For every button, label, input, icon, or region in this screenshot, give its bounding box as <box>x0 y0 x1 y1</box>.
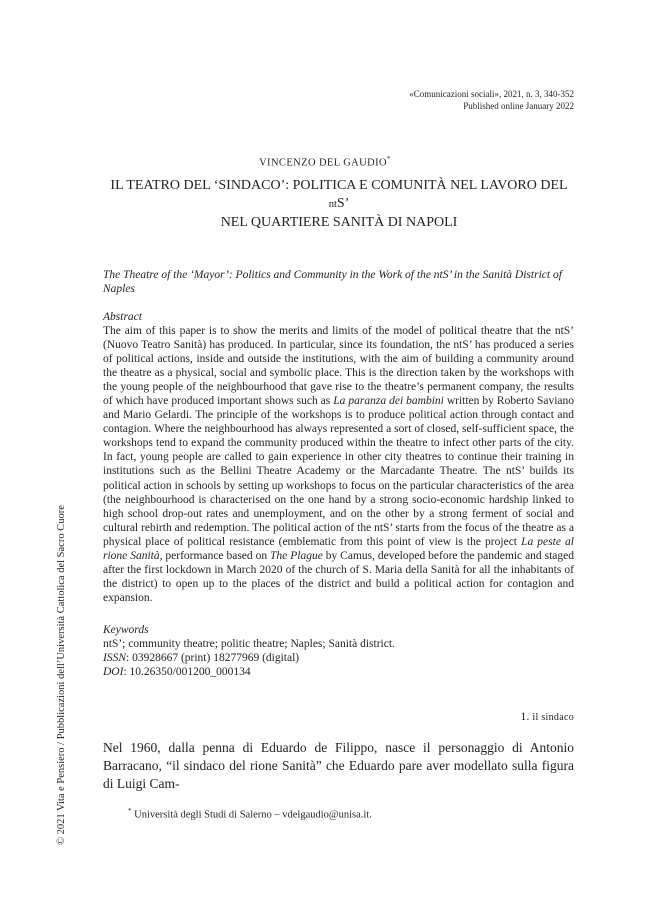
title-small-caps: nt <box>328 199 337 210</box>
article-title <box>100 177 578 232</box>
keywords-list: ntS’; community theatre; politic theatre; Naples; Sanità district. <box>103 638 395 650</box>
abstract-text <box>103 324 574 605</box>
author-name: VINCENZO DEL GAUDIO <box>259 157 388 169</box>
article-title-line-2: NEL QUARTIERE SANITÀ DI NAPOLI <box>220 215 458 230</box>
english-title: The Theatre of the ‘Mayor’: Politics and Community in the Work of the ntS’ in the Sanità District of Naples <box>103 269 562 295</box>
issn-line <box>103 651 574 665</box>
issn-label: ISSN <box>103 652 126 664</box>
journal-masthead <box>409 88 574 112</box>
title-text-end: S’ <box>336 196 350 211</box>
abstract-segment: by Camus, developed before the pandemic and staged after the first lockdown in March 2020 of the church of S. Maria della Sanità for all the inhabitants of the district) to open up to the places of the district and build a political action for contagion and expansion. <box>103 549 574 604</box>
journal-citation: «Comunicazioni sociali», 2021, n. 3, 340-352 <box>409 89 574 99</box>
doi-line <box>103 665 574 679</box>
abstract-italic-title: La peste al rione Sanità <box>103 535 574 562</box>
section-number: 1. <box>520 709 533 723</box>
publication-date: Published online January 2022 <box>463 101 574 111</box>
abstract-segment: , performance based on <box>159 549 271 562</box>
footnote-mark: * <box>128 807 132 815</box>
section-heading <box>520 709 574 724</box>
abstract-italic-title: The Plague <box>270 549 323 562</box>
doi-label: DOI <box>103 666 124 678</box>
body-paragraph: Nel 1960, dalla penna di Eduardo de Filippo, nasce il personaggio di Antonio Barracano, “il sindaco del rione Sanità” che Eduardo pare aver modellato sulla figura di Luigi Cam- <box>103 740 574 791</box>
title-text: IL TEATRO DEL ‘SINDACO’: POLITICA E COMUNITÀ NEL LAVORO DEL <box>110 178 568 193</box>
footnote <box>128 807 372 821</box>
section-title: il sindaco <box>532 712 574 723</box>
copyright-sidebar: © 2021 Vita e Pensiero / Pubblicazioni dell’Università Cattolica del Sacro Cuore <box>56 505 67 845</box>
abstract-italic-title: La paranza dei bambini <box>333 395 444 408</box>
author-footnote-mark[interactable]: * <box>387 155 391 163</box>
doi-value[interactable]: : 10.26350/001200_000134 <box>123 666 251 678</box>
abstract-heading: Abstract <box>103 311 142 323</box>
issn-value: : 03928667 (print) 18277969 (digital) <box>126 652 300 664</box>
footnote-text: Università degli Studi di Salerno – vdelgaudio@unisa.it. <box>131 809 372 821</box>
article-title-line-1 <box>100 177 578 214</box>
keywords-block <box>103 637 574 679</box>
keywords-heading: Keywords <box>103 624 149 636</box>
abstract-segment: written by Roberto Saviano and Mario Gelardi. The principle of the workshops is to produce political action through contact and contagion. Where the neighbourhood has always represented a sort of closed, self-sufficient space, the workshops tend to expand the community produced within the theatre to infect other parts of the city. In fact, young people are called to gain experience in other city theatres to continue their training in institutions such as the Bellini Theatre Academy or the Marcadante Theatre. The ntS’ builds its political action in schools by setting up workshops to focus on the particular characteristics of the area (the neighbourhood is characterised on the one hand by a strong socio-economic hardship linked to high school drop-out rates and unemployment, and on the other by a strong ferment of social and cultural rebirth and redemption. The political action of the ntS’ starts from the focus of the theatre as a physical place of political resistance (emblematic from this point of view is the project <box>103 395 574 548</box>
author-line <box>0 155 650 169</box>
abstract-segment: The aim of this paper is to show the merits and limits of the model of political theatre that the ntS’ (Nuovo Teatro Sanità) has produced. In particular, since its foundation, the ntS’ has produced a series of political actions, inside and outside the institutions, with the aim of building a community around the theatre as a physical, social and symbolic place. This is the direction taken by the workshops with the young people of the neighbourhood that gave rise to the theatre’s permanent company, the results of which have produced important shows such as <box>103 325 574 408</box>
